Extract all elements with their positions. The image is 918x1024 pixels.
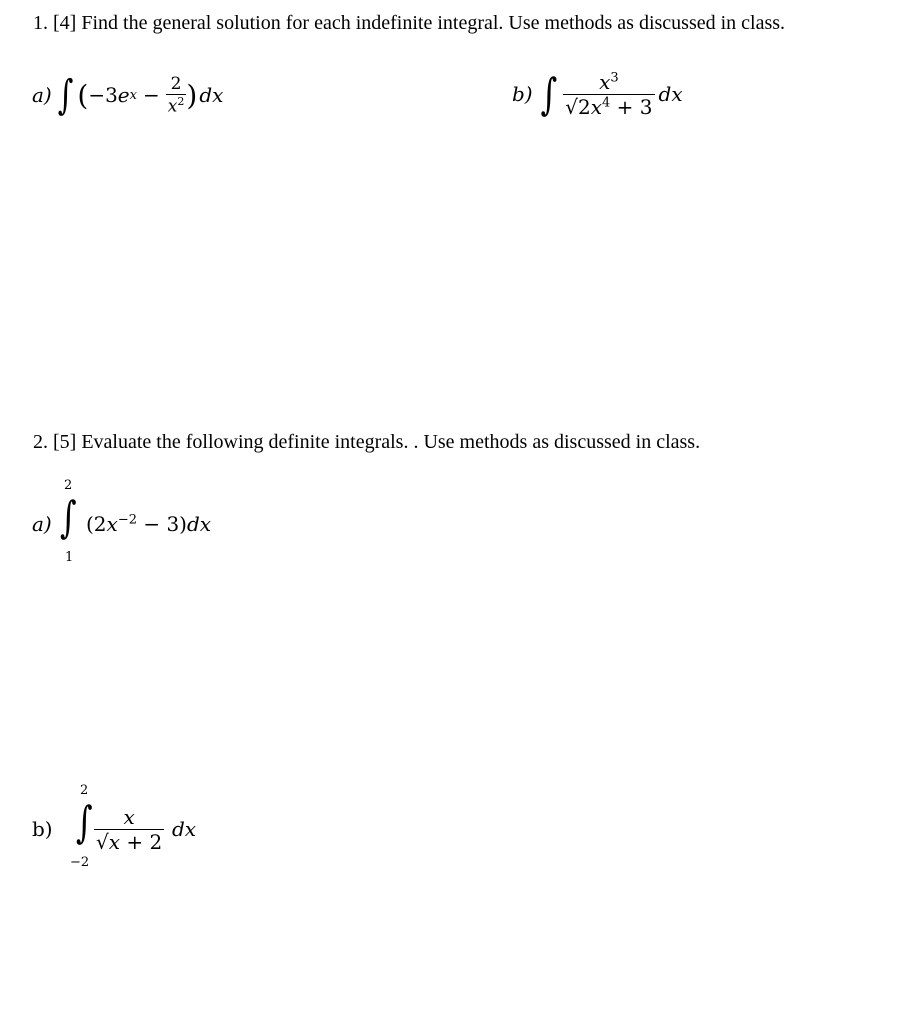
integral-sign: ∫ [60,491,77,543]
q2b-dx: dx [172,817,197,841]
q1b-den-a: 2 [578,94,591,119]
question-2-heading [33,430,700,454]
q2a-upper-limit: 2 [64,478,73,493]
integral-sign: ∫ [57,71,74,119]
q2b-label: b) [32,817,53,841]
q1a-frac-num: 2 [170,73,182,94]
q1a-base: e [117,83,130,107]
q2a-open: (2 [86,512,107,536]
q1a-minus: − [142,83,160,107]
question-1-text: Find the general solution for each indefinite integral. Use methods as discussed in class. [81,12,786,34]
close-paren: ) [186,78,198,112]
q2b-num: x [123,805,135,829]
q2a-integrand [86,512,211,536]
q1b-label: b) [512,82,533,106]
integral-sign: ∫ [540,68,558,120]
q2b-fraction [94,805,164,854]
q1b-den-x: x [590,94,603,119]
q2b-upper-limit: 2 [80,783,89,798]
q1a-coef: −3 [88,83,118,107]
question-2-text: Evaluate the following definite integrals. . Use methods as discussed in class. [81,431,701,453]
question-2-points: [5] [53,431,77,453]
q2b-den-x: x [108,830,121,854]
q1b-num-base: x [599,69,611,94]
q2b-expression [32,783,332,875]
q1a-label: a) [32,83,52,107]
q2a-rest: − 3) [136,512,187,536]
q2a-label: a) [32,512,52,536]
q2a-lower-limit: 1 [65,550,74,565]
q1b-fraction [563,70,654,119]
q1a-frac-den-exp: 2 [177,94,185,108]
q1a-frac-den: x [167,96,178,117]
q1a-exp: x [129,87,137,103]
question-1-number: 1. [33,12,48,34]
question-1-heading [33,11,785,35]
q2b-radical: √ [96,830,109,854]
q1b-num-exp: 3 [610,69,619,85]
q2a-dx: dx [186,512,212,536]
q2b-den-rest: + 2 [120,830,163,854]
question-2-number: 2. [33,431,48,453]
q2a-exp: −2 [117,512,137,528]
q2a-x: x [106,512,118,536]
question-1-points: [4] [53,12,77,34]
open-paren: ( [77,78,89,112]
q1a-expression [32,66,223,124]
q1b-den-rest: + 3 [610,94,653,119]
q1b-dx: dx [658,82,683,106]
q1a-dx: dx [199,83,224,107]
integral-sign: ∫ [76,796,93,848]
q2b-lower-limit: −2 [70,855,90,870]
q1b-radical: √ [565,94,579,119]
q1b-den-exp: 4 [602,94,611,110]
q2a-expression [32,478,332,570]
q1b-expression [512,62,683,126]
q1a-fraction [166,74,187,117]
